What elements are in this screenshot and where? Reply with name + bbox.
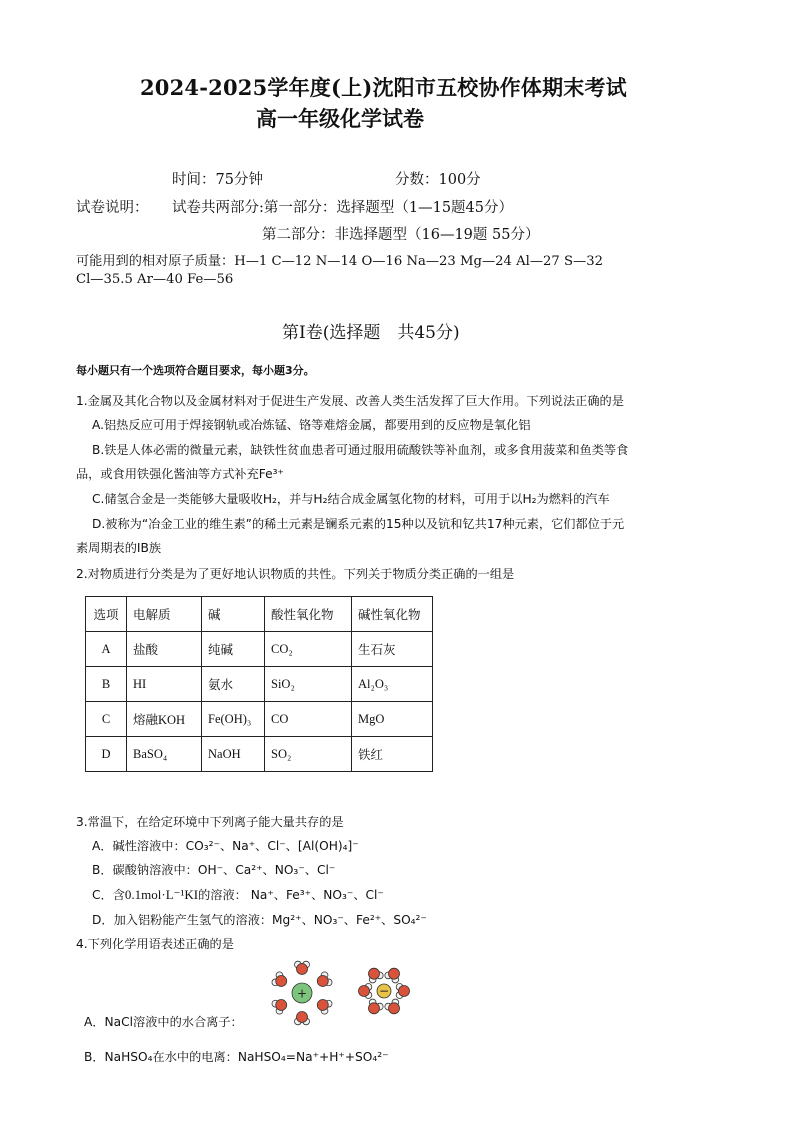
table-cell: CO₂ bbox=[265, 632, 352, 667]
exam-title: 2024-2025学年度(上)沈阳市五校协作体期末考试 bbox=[140, 75, 627, 100]
oxygen-atom bbox=[389, 968, 400, 979]
table-cell: CO bbox=[265, 702, 352, 737]
exam-subtitle: 高一年级化学试卷 bbox=[256, 106, 424, 131]
q1-option-c: C.储氢合金是一类能够大量吸收H₂，并与H₂结合成金属氢化物的材料，可用于以H₂为燃料的汽车 bbox=[92, 492, 610, 506]
q3-stem: 3.常温下，在给定环境中下列离子能大量共存的是 bbox=[76, 815, 344, 829]
desc-label: 试卷说明： bbox=[76, 200, 149, 216]
q3-option-c bbox=[92, 886, 384, 903]
anion-charge-label: − bbox=[378, 984, 390, 998]
q1-option-b-line2: 品，或食用铁强化酱油等方式补充Fe³⁺ bbox=[76, 467, 284, 481]
table-header-cell: 碱 bbox=[202, 597, 265, 632]
part1-title: 第Ⅰ卷(选择题 共45分) bbox=[282, 323, 460, 343]
oxygen-atom bbox=[297, 1012, 308, 1023]
atomic-masses-line1: 可能用到的相对原子质量：H—1 C—12 N—14 O—16 Na—23 Mg—24 Al—27 S—32 bbox=[76, 254, 604, 269]
q1-option-d-line1: D.被称为“冶金工业的维生素”的稀土元素是镧系元素的15种以及钪和钇共17种元素，它们都位于元 bbox=[92, 517, 625, 531]
table-cell: SO₂ bbox=[265, 737, 352, 772]
table-header-cell: 酸性氧化物 bbox=[265, 597, 352, 632]
oxygen-atom bbox=[389, 1003, 400, 1014]
table-cell: SiO₂ bbox=[265, 667, 352, 702]
table-cell: BaSO₄ bbox=[127, 737, 202, 772]
q4-option-b: B．NaHSO₄在水中的电离：NaHSO₄=Na⁺+H⁺+SO₄²⁻ bbox=[84, 1050, 389, 1064]
table-cell: 纯碱 bbox=[202, 632, 265, 667]
table-cell: 氨水 bbox=[202, 667, 265, 702]
oxygen-atom bbox=[276, 976, 287, 987]
table-row bbox=[86, 737, 433, 772]
desc-part1: 试卷共两部分:第一部分：选择题型（1—15题45分） bbox=[172, 200, 514, 216]
table-header-row bbox=[86, 597, 433, 632]
table-cell: 盐酸 bbox=[127, 632, 202, 667]
table-cell: Fe(OH)₃ bbox=[202, 702, 265, 737]
q1-option-b-line1: B.铁是人体必需的微量元素，缺铁性贫血患者可通过服用硫酸铁等补血剂，或多食用菠菜和鱼类等食 bbox=[92, 443, 629, 457]
table-cell: Al₂O₃ bbox=[352, 667, 433, 702]
part1-instruction: 每小题只有一个选项符合题目要求，每小题3分。 bbox=[76, 364, 315, 377]
q3-option-c-suffix: 的溶液： Na⁺、Fe³⁺、NO₃⁻、Cl⁻ bbox=[198, 888, 384, 902]
table-cell: B bbox=[86, 667, 127, 702]
table-header-cell: 碱性氧化物 bbox=[352, 597, 433, 632]
table-cell: A bbox=[86, 632, 127, 667]
oxygen-atom bbox=[317, 976, 328, 987]
table-cell: NaOH bbox=[202, 737, 265, 772]
hydrated-ions-molecules bbox=[262, 955, 422, 1027]
table-cell: D bbox=[86, 737, 127, 772]
table-cell: C bbox=[86, 702, 127, 737]
q2-stem: 2.对物质进行分类是为了更好地认识物质的共性。下列关于物质分类正确的一组是 bbox=[76, 567, 515, 581]
exam-time: 时间：75分钟 bbox=[172, 172, 263, 188]
q1-stem: 1.金属及其化合物以及金属材料对于促进生产发展、改善人类生活发挥了巨大作用。下列说法正确的是 bbox=[76, 394, 624, 408]
cation-charge-label: + bbox=[296, 986, 308, 1001]
oxygen-atom bbox=[317, 1000, 328, 1011]
classification-table bbox=[85, 596, 433, 772]
oxygen-atom bbox=[369, 1003, 380, 1014]
oxygen-atom bbox=[369, 968, 380, 979]
q3-option-b: B．碳酸钠溶液中：OH⁻、Ca²⁺、NO₃⁻、Cl⁻ bbox=[92, 863, 336, 877]
q1-option-d-line2: 素周期表的IB族 bbox=[76, 541, 162, 555]
table-cell: 生石灰 bbox=[352, 632, 433, 667]
exam-score: 分数：100分 bbox=[395, 172, 481, 188]
q3-option-c-prefix: C．含 bbox=[92, 888, 125, 902]
table-cell: 熔融KOH bbox=[127, 702, 202, 737]
atomic-masses-line2: Cl—35.5 Ar—40 Fe—56 bbox=[76, 272, 234, 287]
table-row bbox=[86, 702, 433, 737]
q3-option-a: A．碱性溶液中：CO₃²⁻、Na⁺、Cl⁻、[Al(OH)₄]⁻ bbox=[92, 839, 359, 853]
q3-option-d: D．加入铝粉能产生氢气的溶液：Mg²⁺、NO₃⁻、Fe²⁺、SO₄²⁻ bbox=[92, 913, 427, 927]
table-cell: MgO bbox=[352, 702, 433, 737]
table-row bbox=[86, 667, 433, 702]
oxygen-atom bbox=[297, 964, 308, 975]
oxygen-atom bbox=[276, 1000, 287, 1011]
oxygen-atom bbox=[359, 986, 370, 997]
q4-option-a: A．NaCl溶液中的水合离子： bbox=[84, 1015, 243, 1029]
table-row bbox=[86, 632, 433, 667]
table-cell: 铁红 bbox=[352, 737, 433, 772]
q1-option-a: A.铝热反应可用于焊接钢轨或冶炼锰、铬等难熔金属，都要用到的反应物是氧化铝 bbox=[92, 418, 531, 432]
q4-stem: 4.下列化学用语表述正确的是 bbox=[76, 937, 234, 951]
q3-option-c-concentration: 0.1mol·L⁻¹KI bbox=[124, 887, 199, 902]
table-header-cell: 选项 bbox=[86, 597, 127, 632]
table-header-cell: 电解质 bbox=[127, 597, 202, 632]
oxygen-atom bbox=[399, 986, 410, 997]
desc-part2: 第二部分：非选择题型（16—19题 55分） bbox=[262, 227, 540, 243]
table-cell: HI bbox=[127, 667, 202, 702]
